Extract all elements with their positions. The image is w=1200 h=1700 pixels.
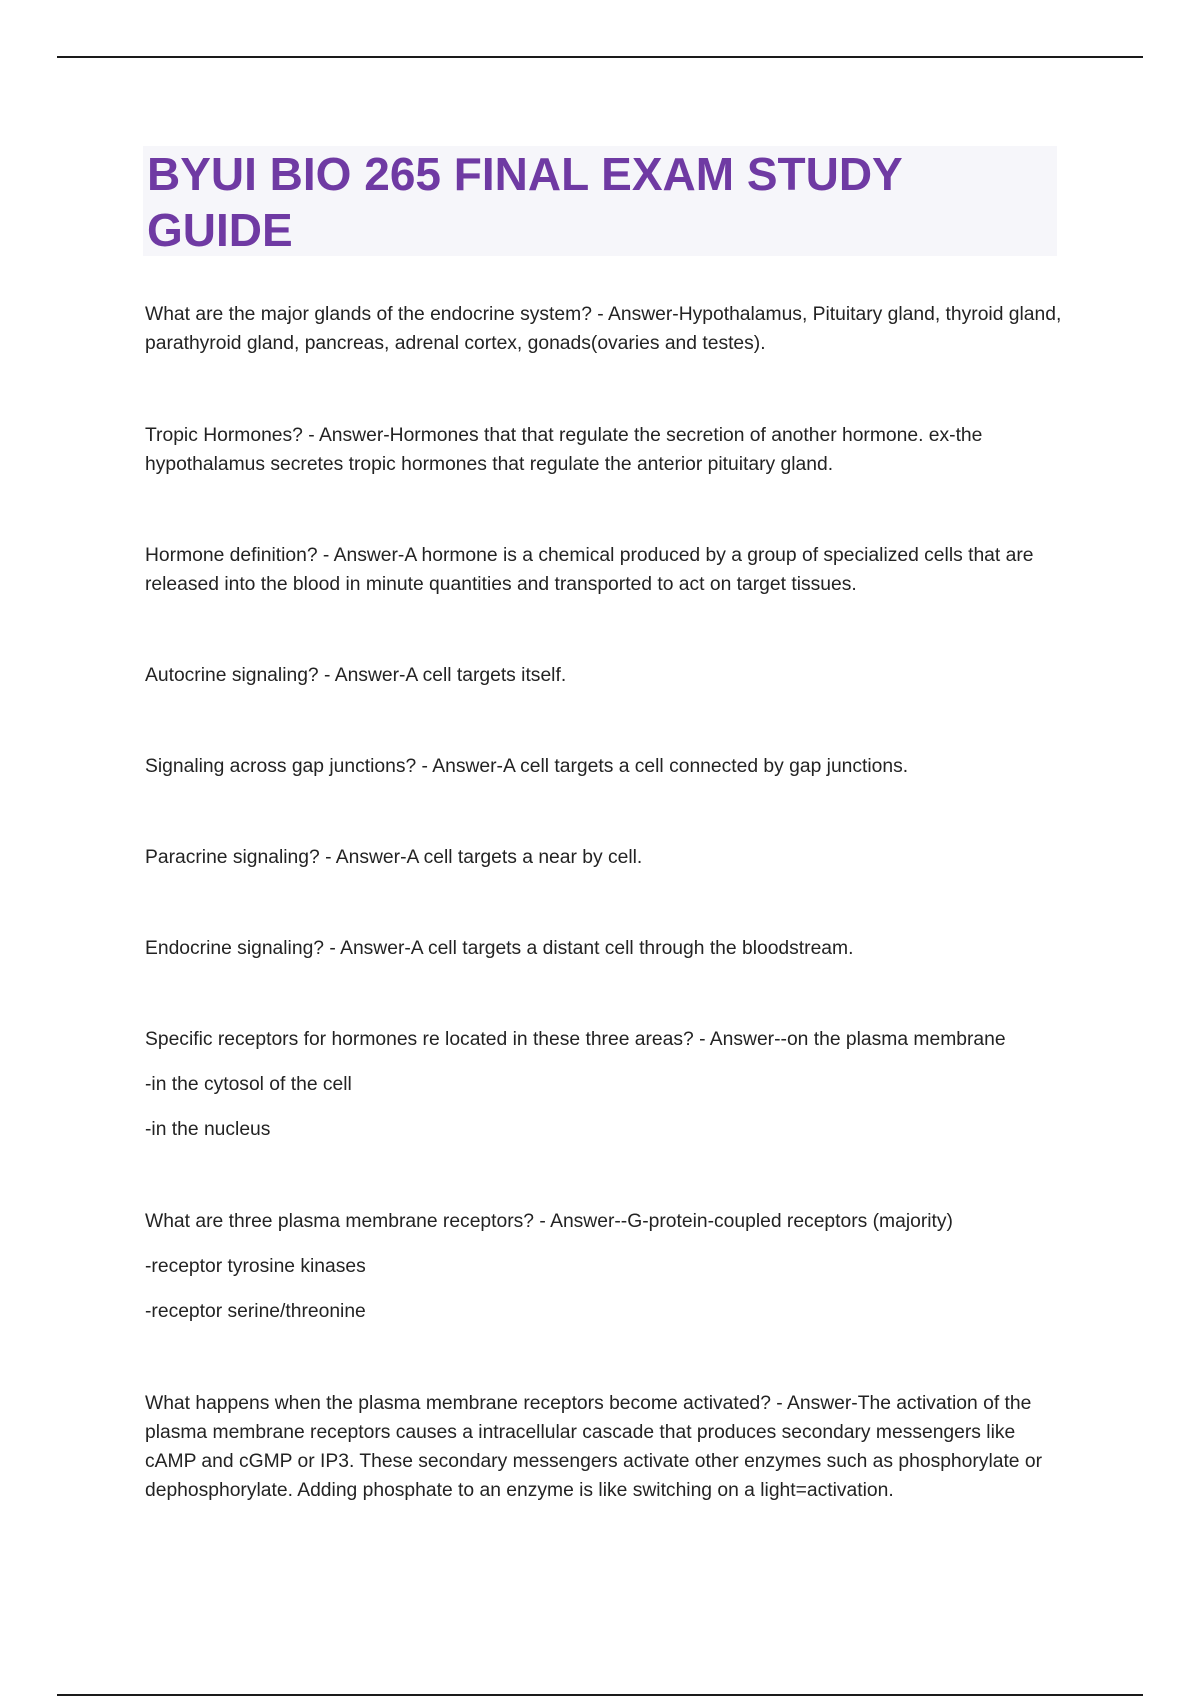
qa-item [145, 541, 1065, 599]
qa-item [145, 1389, 1065, 1505]
qa-item [145, 1025, 1006, 1144]
qa-text: Hormone definition? - Answer-A hormone is a chemical produced by a group of specialized cells that are released into the blood in minute quantities and transported to act on target tissues. [145, 545, 1034, 595]
qa-item [145, 661, 566, 690]
qa-subline: -in the cytosol of the cell [145, 1074, 352, 1095]
qa-text: Specific receptors for hormones re located in these three areas? - Answer--on the plasma membrane [145, 1029, 1006, 1050]
top-rule [57, 56, 1143, 58]
qa-item [145, 1207, 953, 1326]
qa-item [145, 752, 908, 781]
qa-text: Tropic Hormones? - Answer-Hormones that that regulate the secretion of another hormone. ex-the hypothalamus secretes tropic hormones that regulate the anterior pituitary gland. [145, 425, 983, 475]
qa-item [145, 934, 853, 963]
qa-text: What are three plasma membrane receptors? - Answer--G-protein-coupled receptors (majority) [145, 1211, 953, 1232]
qa-item [145, 843, 642, 872]
qa-subline: -in the nucleus [145, 1119, 271, 1140]
qa-item [145, 300, 1065, 358]
qa-text: What are the major glands of the endocrine system? - Answer-Hypothalamus, Pituitary gland, thyroid gland, parathyroid gland, pancreas, adrenal cortex, gonads(ovaries and testes). [145, 304, 1062, 354]
qa-item [145, 421, 1065, 479]
qa-subline: -receptor tyrosine kinases [145, 1256, 366, 1277]
qa-text: What happens when the plasma membrane receptors become activated? - Answer-The activation of the plasma membrane receptors causes a intracellular cascade that produces secondary messengers like cAMP and cGMP or IP3. These secondary messengers activate other enzymes such as phosphorylate or dephosphorylate. Adding phosphate to an enzyme is like switching on a light=activation. [145, 1393, 1043, 1501]
qa-text: Paracrine signaling? - Answer-A cell targets a near by cell. [145, 847, 643, 868]
bottom-rule [57, 1694, 1143, 1696]
document-title: BYUI BIO 265 FINAL EXAM STUDY GUIDE [147, 148, 902, 256]
title-banner [143, 146, 1057, 256]
qa-text: Signaling across gap junctions? - Answer-A cell targets a cell connected by gap junctions. [145, 756, 909, 777]
qa-subline: -receptor serine/threonine [145, 1301, 366, 1322]
qa-text: Endocrine signaling? - Answer-A cell targets a distant cell through the bloodstream. [145, 938, 854, 959]
qa-text: Autocrine signaling? - Answer-A cell targets itself. [145, 665, 567, 686]
